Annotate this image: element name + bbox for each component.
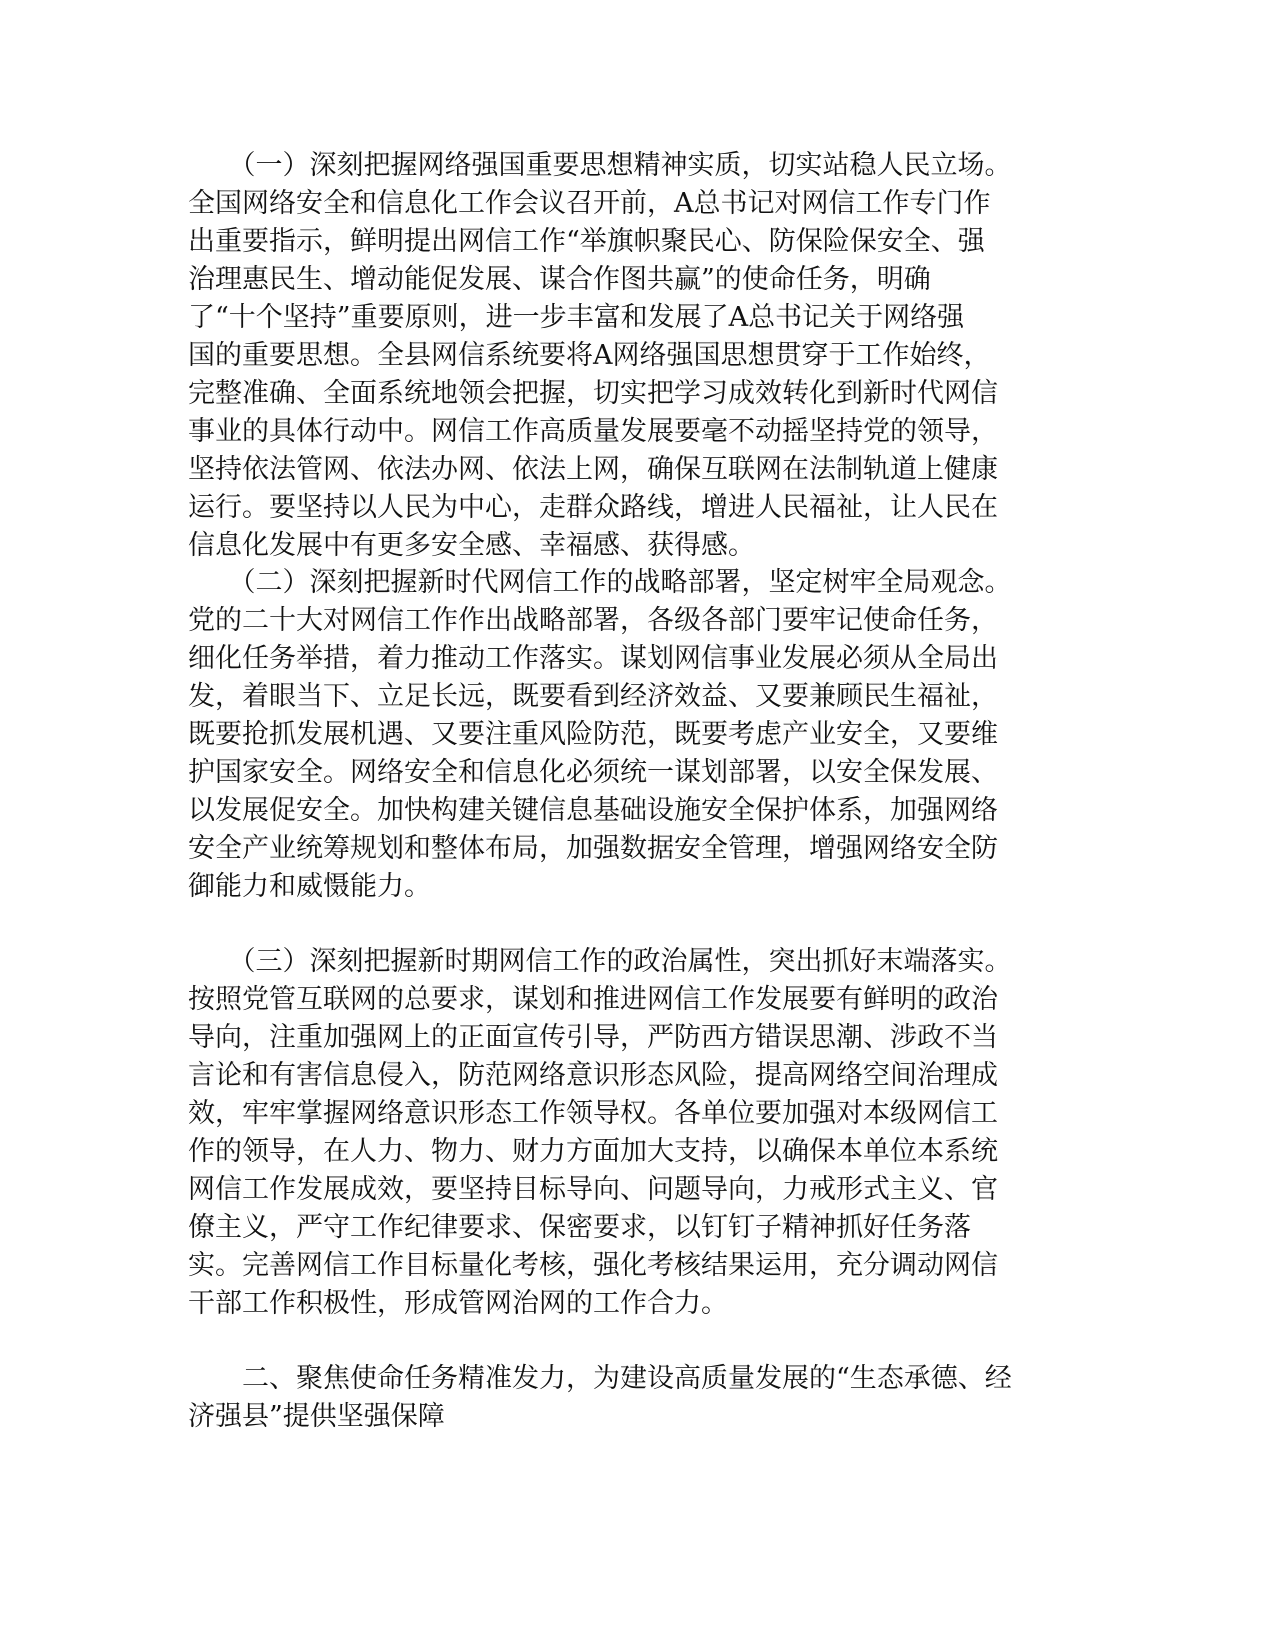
text-line: 完整准确、全面系统地领会把握，切实把学习成效转化到新时代网信 xyxy=(188,378,998,409)
text-line: 以发展促安全。加快构建关键信息基础设施安全保护体系，加强网络 xyxy=(188,795,998,826)
text-line: 既要抢抓发展机遇、又要注重风险防范，既要考虑产业安全，又要维 xyxy=(188,719,998,750)
text-line: （三）深刻把握新时期网信工作的政治属性，突出抓好末端落实。 xyxy=(188,946,1012,977)
text-line: 济强县”提供坚强保障 xyxy=(188,1401,445,1432)
text-line: 运行。要坚持以人民为中心，走群众路线，增进人民福祉，让人民在 xyxy=(188,492,998,523)
paragraph-2 xyxy=(188,564,1068,906)
text-line: 作的领导，在人力、物力、财力方面加大支持，以确保本单位本系统 xyxy=(188,1136,998,1167)
text-line: 导向，注重加强网上的正面宣传引导，严防西方错误思潮、涉政不当 xyxy=(188,1022,998,1053)
text-line: 实。完善网信工作目标量化考核，强化考核结果运用，充分调动网信 xyxy=(188,1250,998,1281)
text-line: （一）深刻把握网络强国重要思想精神实质，切实站稳人民立场。 xyxy=(188,150,1012,181)
text-line: 网信工作发展成效，要坚持目标导向、问题导向，力戒形式主义、官 xyxy=(188,1174,998,1205)
text-line: 治理惠民生、增动能促发展、谋合作图共赢”的使命任务，明确 xyxy=(188,264,931,295)
text-line: 按照党管互联网的总要求，谋划和推进网信工作发展要有鲜明的政治 xyxy=(188,984,998,1015)
text-line: 效，牢牢掌握网络意识形态工作领导权。各单位要加强对本级网信工 xyxy=(188,1098,998,1129)
text-line: 僚主义，严守工作纪律要求、保密要求，以钉钉子精神抓好任务落 xyxy=(188,1212,971,1243)
paragraph-3 xyxy=(188,943,1068,1323)
text-line: 信息化发展中有更多安全感、幸福感、获得感。 xyxy=(188,530,755,561)
text-line: 安全产业统筹规划和整体布局，加强数据安全管理，增强网络安全防 xyxy=(188,833,998,864)
text-line: 国的重要思想。全县网信系统要将A网络强国思想贯穿于工作始终， xyxy=(188,340,991,371)
text-line: 护国家安全。网络安全和信息化必须统一谋划部署，以安全保发展、 xyxy=(188,757,998,788)
text-line: 事业的具体行动中。网信工作高质量发展要毫不动摇坚持党的领导， xyxy=(188,416,998,447)
text-line: （二）深刻把握新时代网信工作的战略部署，坚定树牢全局观念。 xyxy=(188,567,1012,598)
paragraph-1 xyxy=(188,147,1068,565)
text-line: 干部工作积极性，形成管网治网的工作合力。 xyxy=(188,1288,728,1319)
text-line: 二、聚焦使命任务精准发力，为建设高质量发展的“生态承德、经 xyxy=(188,1363,1012,1394)
text-line: 御能力和威慑能力。 xyxy=(188,871,431,902)
text-line: 发，着眼当下、立足长远，既要看到经济效益、又要兼顾民生福祉， xyxy=(188,681,998,712)
text-line: 了“十个坚持”重要原则，进一步丰富和发展了A总书记关于网络强 xyxy=(188,302,965,333)
text-line: 言论和有害信息侵入，防范网络意识形态风险，提高网络空间治理成 xyxy=(188,1060,998,1091)
text-line: 细化任务举措，着力推动工作落实。谋划网信事业发展必须从全局出 xyxy=(188,643,998,674)
text-line: 全国网络安全和信息化工作会议召开前，A总书记对网信工作专门作 xyxy=(188,188,991,219)
section-heading xyxy=(188,1360,1068,1436)
text-line: 党的二十大对网信工作作出战略部署，各级各部门要牢记使命任务， xyxy=(188,605,998,636)
text-line: 坚持依法管网、依法办网、依法上网，确保互联网在法制轨道上健康 xyxy=(188,454,998,485)
text-line: 出重要指示，鲜明提出网信工作“举旗帜聚民心、防保险保安全、强 xyxy=(188,226,985,257)
